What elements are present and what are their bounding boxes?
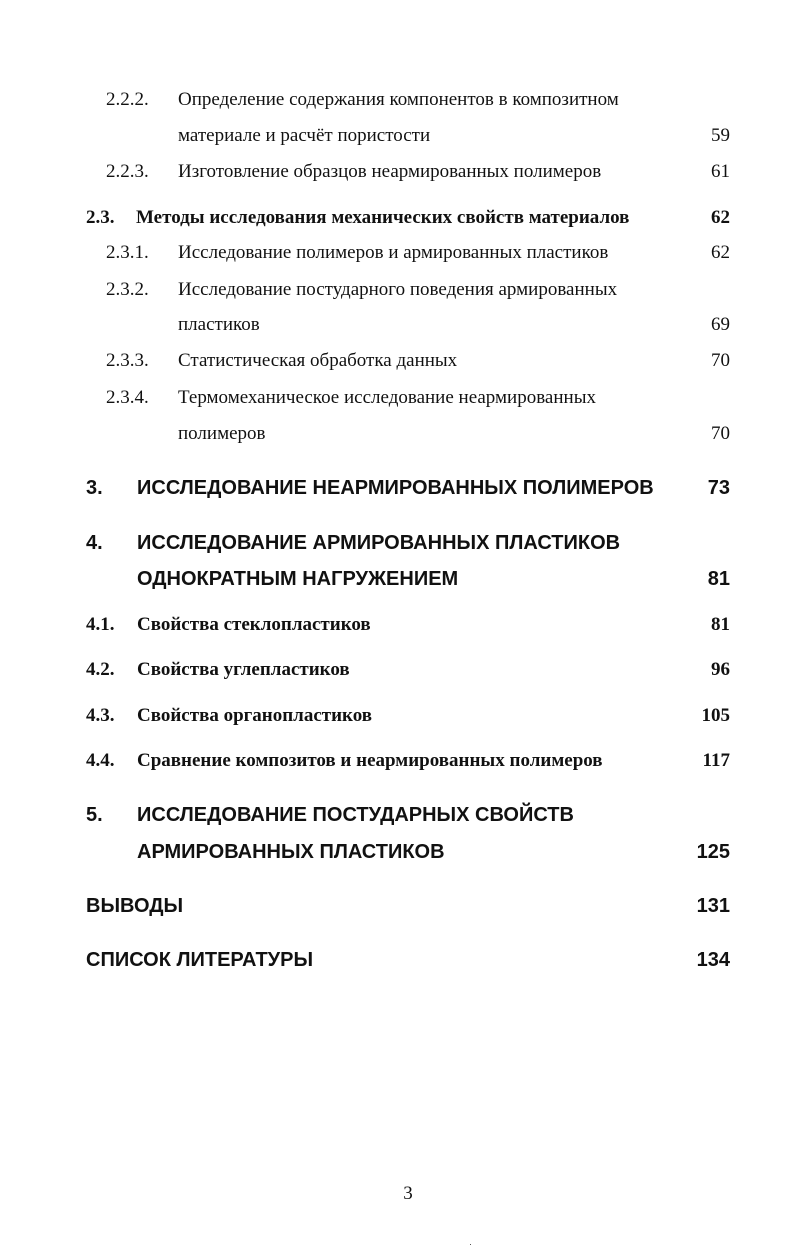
toc-title-2-3-4-line2: полимеров: [178, 423, 266, 444]
toc-page-2-3-2: 69: [711, 314, 730, 335]
toc-page-4-2: 96: [711, 659, 730, 680]
toc-page-4-3: 105: [701, 705, 730, 726]
toc-num-2-3-2: 2.3.2.: [106, 279, 149, 300]
toc-num-2-2-2: 2.2.2.: [106, 89, 149, 110]
toc-num-4-2: 4.2.: [86, 659, 115, 680]
toc-page-4-1: 81: [711, 614, 730, 635]
toc-page-4-4: 117: [702, 750, 730, 771]
toc-title-2-2-3: Изготовление образцов неармированных полимеров: [178, 161, 602, 182]
toc-num-2-3-4: 2.3.4.: [106, 387, 149, 408]
toc-title-chapter-4-line2: ОДНОКРАТНЫМ НАГРУЖЕНИЕМ: [137, 568, 459, 590]
toc-title-2-3-2-line2: пластиков: [178, 314, 260, 335]
toc-title-2-3-1: Исследование полимеров и армированных пластиков: [178, 242, 609, 263]
toc-page-2-3: 62: [711, 207, 730, 228]
toc-title-2-2-2-line1: Определение содержания компонентов в композитном: [178, 89, 619, 110]
toc-title-4-1: Свойства стеклопластиков: [137, 614, 371, 635]
toc-title-2-2-2-line2: материале и расчёт пористости: [178, 125, 431, 146]
toc-title-4-4: Сравнение композитов и неармированных полимеров: [137, 750, 603, 771]
toc-title-chapter-3: ИССЛЕДОВАНИЕ НЕАРМИРОВАННЫХ ПОЛИМЕРОВ: [137, 477, 654, 499]
toc-title-chapter-4-line1: ИССЛЕДОВАНИЕ АРМИРОВАННЫХ ПЛАСТИКОВ: [137, 532, 621, 554]
toc-num-4-3: 4.3.: [86, 705, 115, 726]
toc-title-2-3-3: Статистическая обработка данных: [178, 350, 458, 371]
page-number: 3: [403, 1183, 413, 1204]
toc-num-4-4: 4.4.: [86, 750, 115, 771]
toc-title-2-3-4-line1: Термомеханическое исследование неармированных: [178, 387, 596, 408]
toc-num-2-3-1: 2.3.1.: [106, 242, 149, 263]
toc-num-2-3-3: 2.3.3.: [106, 350, 149, 371]
toc-num-chapter-3: 3.: [86, 477, 103, 499]
toc-title-chapter-5-line2: АРМИРОВАННЫХ ПЛАСТИКОВ: [137, 841, 445, 863]
toc-title-conclusions: ВЫВОДЫ: [86, 895, 184, 917]
toc-title-4-3: Свойства органопластиков: [137, 705, 373, 726]
toc-page-2-2-2: 59: [711, 125, 730, 146]
toc-num-chapter-4: 4.: [86, 532, 103, 554]
toc-num-2-3: 2.3.: [86, 207, 115, 228]
toc-title-chapter-5-line1: ИССЛЕДОВАНИЕ ПОСТУДАРНЫХ СВОЙСТВ: [137, 804, 574, 826]
toc-title-2-3: Методы исследования механических свойств материалов: [136, 207, 630, 228]
toc-page-2-2-3: 61: [711, 161, 730, 182]
toc-page-references: 134: [696, 949, 730, 971]
toc-num-chapter-5: 5.: [86, 804, 103, 826]
toc-page-chapter-5: 125: [696, 841, 730, 863]
scan-speck: [470, 1244, 471, 1245]
toc-num-4-1: 4.1.: [86, 614, 115, 635]
toc-page-2-3-4: 70: [711, 423, 730, 444]
toc-page-2-3-3: 70: [711, 350, 730, 371]
toc-num-2-2-3: 2.2.3.: [106, 161, 149, 182]
toc-page-2-3-1: 62: [711, 242, 730, 263]
toc-page-chapter-3: 73: [707, 477, 730, 499]
toc-page-chapter-4: 81: [707, 568, 730, 590]
toc-page-conclusions: 131: [696, 895, 730, 917]
toc-title-2-3-2-line1: Исследование постударного поведения армированных: [178, 279, 618, 300]
toc-title-4-2: Свойства углепластиков: [137, 659, 350, 680]
toc-title-references: СПИСОК ЛИТЕРАТУРЫ: [86, 949, 314, 971]
